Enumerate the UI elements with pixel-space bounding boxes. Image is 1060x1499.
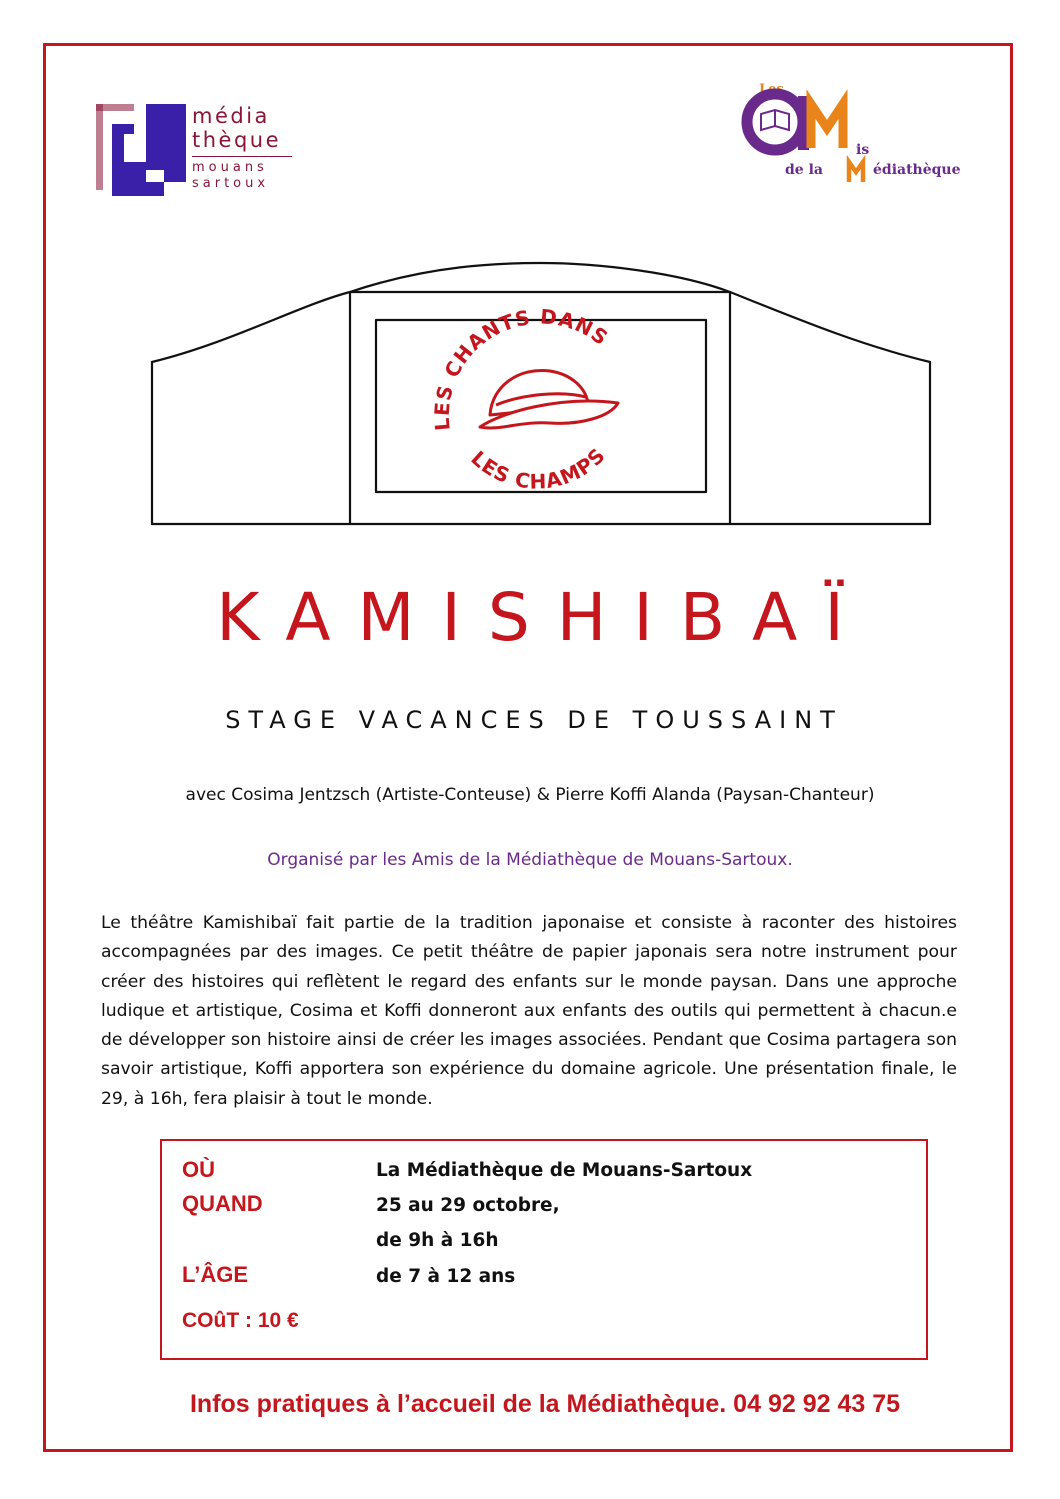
hat-icon — [480, 370, 618, 428]
page-subtitle: STAGE VACANCES DE TOUSSAINT — [225, 706, 843, 734]
when-value-hours: de 9h à 16h — [376, 1230, 499, 1251]
organiser-line: Organisé par les Amis de la Médiathèque de Mouans-Sartoux. — [267, 850, 793, 870]
chants-champs-logo — [430, 304, 618, 493]
when-value-dates: 25 au 29 octobre, — [376, 1195, 560, 1216]
mediatheque-logo-line3: mouans — [192, 160, 268, 175]
kamishibai-stage-drawing — [140, 245, 940, 535]
description-paragraph: Le théâtre Kamishibaï fait partie de la tradition japonaise et consiste à raconter des histoires accompagnées par des images. Ce petit théâtre de papier japonais sera notre instrument pour créer des histoires qui reflètent le regard des enfants sur le monde paysan. Dans une approche ludique et artistique, Cosima et Koffi donneront aux enfants des outils qui permettent à chacun.e de développer son histoire ainsi de créer les images associées. Pendant que Cosima partagera son savoir artistique, Koffi apportera son expérience du domaine agricole. Une présentation finale, le 29, à 16h, fera plaisir à tout le monde. — [101, 913, 957, 1109]
mediatheque-logo — [96, 104, 296, 199]
chants-logo-top-text: LES CHANTS DANS — [429, 304, 613, 432]
where-value: La Médiathèque de Mouans-Sartoux — [376, 1160, 753, 1181]
when-label: QUAND — [182, 1191, 263, 1216]
amis-logo-les: Les — [759, 82, 784, 97]
svg-text:LES CHAMPS — [466, 443, 610, 494]
amis-logo-ediatheque: édiathèque — [873, 162, 961, 178]
credits-line: avec Cosima Jentzsch (Artiste-Conteuse) & Pierre Koffi Alanda (Paysan-Chanteur) — [185, 785, 875, 805]
cost-label: COûT : 10 € — [182, 1309, 299, 1332]
info-box — [160, 1139, 928, 1360]
footer-info: Infos pratiques à l’accueil de la Médiathèque. 04 92 92 43 75 — [189, 1390, 901, 1418]
page-title: KAMISHIBAÏ — [216, 579, 871, 656]
mediatheque-logo-line4: sartoux — [192, 176, 270, 191]
mediatheque-logo-line1: média — [192, 104, 270, 128]
mediatheque-logo-line2: thèque — [192, 128, 282, 152]
amis-logo-de-la: de la — [785, 162, 823, 178]
age-value: de 7 à 12 ans — [376, 1266, 516, 1287]
amis-logo — [735, 82, 975, 192]
where-label: OÙ — [182, 1157, 215, 1182]
chants-logo-bottom-text: LES CHAMPS — [466, 442, 611, 494]
amis-logo-is: is — [856, 142, 870, 158]
mediatheque-mark-icon — [96, 104, 186, 196]
mediatheque-logo-rule — [192, 156, 292, 157]
age-label: L’ÂGE — [182, 1262, 249, 1287]
